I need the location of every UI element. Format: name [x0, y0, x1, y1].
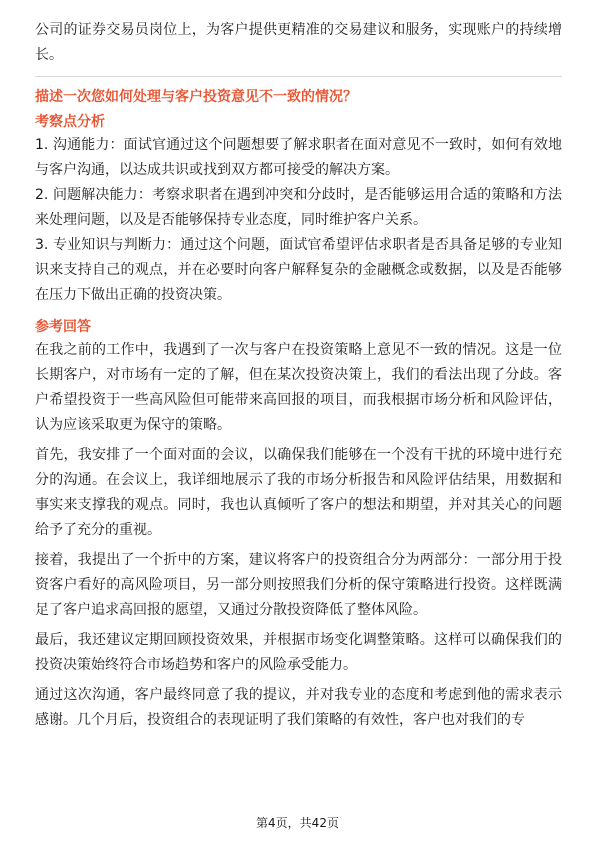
page-content	[35, 18, 562, 733]
question-title: 描述一次您如何处理与客户投资意见不一致的情况？	[35, 89, 357, 105]
page-number: 第4页，共42页	[256, 816, 339, 830]
analysis-heading: 考察点分析	[35, 114, 105, 130]
answer-paragraph: 首先，我安排了一个面对面的会议，以确保我们能够在一个没有干扰的环境中进行充分的沟通。在会议上，我详细地展示了我的市场分析报告和风险评估结果，用数据和事实来支撑我的观点。同时，我也认真倾听了客户的想法和期望，并对其关心的问题给予了充分的重视。	[35, 447, 562, 538]
answer-paragraph: 最后，我还建议定期回顾投资效果，并根据市场变化调整策略。这样可以确保我们的投资决策始终符合市场趋势和客户的风险承受能力。	[35, 632, 562, 673]
analysis-item: 2. 问题解决能力：考察求职者在遇到冲突和分歧时，是否能够运用合适的策略和方法来处理问题，以及是否能够保持专业态度，同时维护客户关系。	[35, 187, 562, 228]
analysis-item: 1. 沟通能力：面试官通过这个问题想要了解求职者在面对意见不一致时，如何有效地与客户沟通，以达成共识或找到双方都可接受的解决方案。	[35, 137, 562, 178]
answer-heading: 参考回答	[35, 319, 91, 335]
answer-paragraph: 在我之前的工作中，我遇到了一次与客户在投资策略上意见不一致的情况。这是一位长期客户，对市场有一定的了解，但在某次投资决策上，我们的看法出现了分歧。客户希望投资于一些高风险但可能带来高回报的项目，而我根据市场分析和风险评估，认为应该采取更为保守的策略。	[35, 342, 562, 433]
analysis-item: 3. 专业知识与判断力：通过这个问题，面试官希望评估求职者是否具备足够的专业知识来支持自己的观点，并在必要时向客户解释复杂的金融概念或数据，以及是否能够在压力下做出正确的投资决策。	[35, 237, 562, 303]
answer-paragraph: 通过这次沟通，客户最终同意了我的提议，并对我专业的态度和考虑到他的需求表示感谢。几个月后，投资组合的表现证明了我们策略的有效性，客户也对我们的专	[35, 687, 562, 728]
intro-paragraph: 公司的证券交易员岗位上，为客户提供更精准的交易建议和服务，实现账户的持续增长。	[35, 22, 562, 63]
answer-paragraph: 接着，我提出了一个折中的方案，建议将客户的投资组合分为两部分：一部分用于投资客户看好的高风险项目，另一部分则按照我们分析的保守策略进行投资。这样既满足了客户追求高回报的愿望，又通过分散投资降低了整体风险。	[35, 552, 562, 618]
section-divider	[35, 76, 562, 77]
